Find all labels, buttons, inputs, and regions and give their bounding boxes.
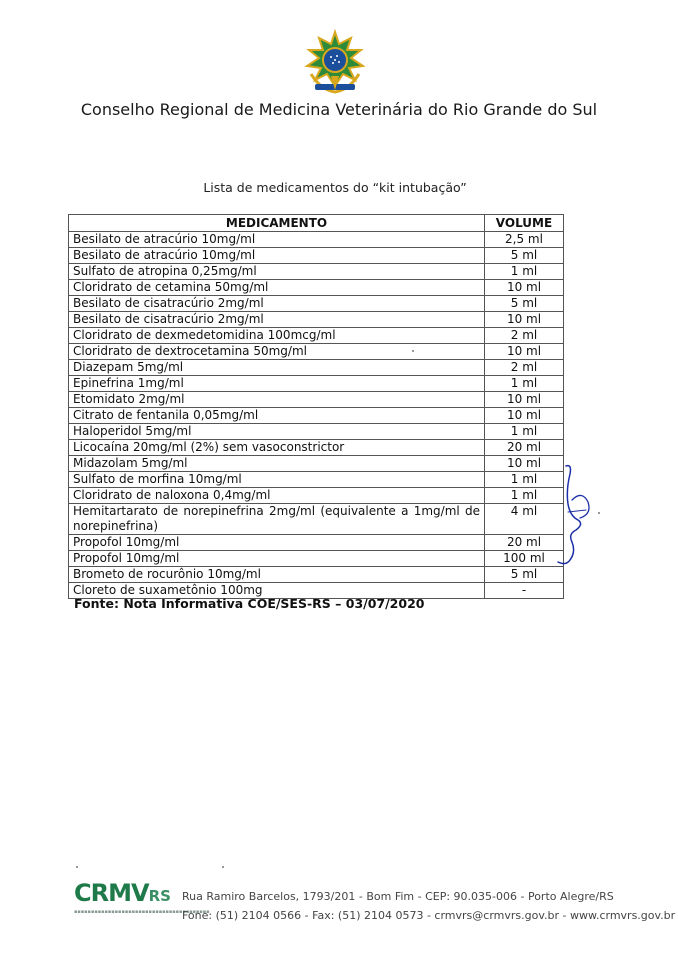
table-row <box>69 264 564 280</box>
handwritten-signature <box>548 460 598 570</box>
medication-name: Besilato de cisatracúrio 2mg/ml <box>69 312 485 328</box>
medication-name: Cloridrato de dexmedetomidina 100mcg/ml <box>69 328 485 344</box>
medication-name: Sulfato de morfina 10mg/ml <box>69 472 485 488</box>
medication-volume: 20 ml <box>485 535 564 551</box>
footer-contact <box>182 887 675 925</box>
medication-volume: - <box>485 583 564 599</box>
table-row <box>69 408 564 424</box>
medication-volume: 100 ml <box>485 551 564 567</box>
speck <box>76 866 78 868</box>
medication-volume: 2,5 ml <box>485 232 564 248</box>
table-row <box>69 424 564 440</box>
crmv-logo <box>74 879 210 920</box>
list-title: Lista de medicamentos do “kit intubação” <box>203 180 467 195</box>
table-row <box>69 535 564 551</box>
medication-name: Cloridrato de cetamina 50mg/ml <box>69 280 485 296</box>
coat-of-arms-icon <box>301 30 369 98</box>
medication-volume: 10 ml <box>485 280 564 296</box>
column-header-medication: MEDICAMENTO <box>69 215 485 232</box>
medication-volume: 1 ml <box>485 424 564 440</box>
table-row <box>69 392 564 408</box>
organization-name: Conselho Regional de Medicina Veterinária do Rio Grande do Sul <box>80 100 598 119</box>
medication-volume: 5 ml <box>485 567 564 583</box>
medication-name: Besilato de cisatracúrio 2mg/ml <box>69 296 485 312</box>
medication-table <box>68 214 564 599</box>
medication-name: Propofol 10mg/ml <box>69 535 485 551</box>
medication-volume: 1 ml <box>485 376 564 392</box>
table-header-row <box>69 215 564 232</box>
column-header-volume: VOLUME <box>485 215 564 232</box>
table-row <box>69 504 564 535</box>
table-row <box>69 488 564 504</box>
table-row <box>69 456 564 472</box>
medication-volume: 5 ml <box>485 296 564 312</box>
medication-name: Sulfato de atropina 0,25mg/ml <box>69 264 485 280</box>
medication-name: Licocaína 20mg/ml (2%) sem vasoconstrictor <box>69 440 485 456</box>
medication-name: Cloridrato de dextrocetamina 50mg/ml <box>69 344 485 360</box>
medication-name: Cloridrato de naloxona 0,4mg/ml <box>69 488 485 504</box>
medication-volume: 2 ml <box>485 360 564 376</box>
medication-volume: 2 ml <box>485 328 564 344</box>
medication-volume: 1 ml <box>485 472 564 488</box>
table-row <box>69 296 564 312</box>
table-row <box>69 232 564 248</box>
speck <box>412 350 414 352</box>
medication-volume: 20 ml <box>485 440 564 456</box>
medication-name: Brometo de rocurônio 10mg/ml <box>69 567 485 583</box>
medication-name: Epinefrina 1mg/ml <box>69 376 485 392</box>
medication-name: Besilato de atracúrio 10mg/ml <box>69 248 485 264</box>
logo-tagline-decoration: ▪▪▪▪▪▪▪▪▪▪▪▪▪▪▪▪▪▪▪▪▪▪▪▪▪▪▪▪▪▪▪▪▪▪▪▪▪▪▪▪ <box>74 909 210 915</box>
medication-volume: 10 ml <box>485 408 564 424</box>
table-row <box>69 376 564 392</box>
medication-name: Besilato de atracúrio 10mg/ml <box>69 232 485 248</box>
speck <box>222 866 224 868</box>
table-row <box>69 551 564 567</box>
medication-name: Citrato de fentanila 0,05mg/ml <box>69 408 485 424</box>
medication-name: Hemitartarato de norepinefrina 2mg/ml (equivalente a 1mg/ml de norepinefrina) <box>69 504 485 535</box>
table-row <box>69 472 564 488</box>
table-row <box>69 312 564 328</box>
logo-wordmark: CRMVRS <box>74 879 171 907</box>
medication-name: Diazepam 5mg/ml <box>69 360 485 376</box>
medication-volume: 10 ml <box>485 456 564 472</box>
medication-name: Midazolam 5mg/ml <box>69 456 485 472</box>
table-row <box>69 280 564 296</box>
medication-volume: 10 ml <box>485 392 564 408</box>
medication-name: Haloperidol 5mg/ml <box>69 424 485 440</box>
table-row <box>69 248 564 264</box>
medication-volume: 1 ml <box>485 264 564 280</box>
medication-name: Cloreto de suxametônio 100mg <box>69 583 485 599</box>
speck <box>598 512 600 514</box>
source-note: Fonte: Nota Informativa COE/SES-RS – 03/07/2020 <box>74 596 425 611</box>
medication-volume: 10 ml <box>485 344 564 360</box>
table-row <box>69 344 564 360</box>
table-row <box>69 567 564 583</box>
medication-volume: 5 ml <box>485 248 564 264</box>
medication-volume: 4 ml <box>485 504 564 535</box>
footer-address: Rua Ramiro Barcelos, 1793/201 - Bom Fim - CEP: 90.035-006 - Porto Alegre/RS <box>182 890 614 903</box>
footer-contacts: Fone: (51) 2104 0566 - Fax: (51) 2104 0573 - crmvrs@crmvrs.gov.br - www.crmvrs.gov.br <box>182 909 676 922</box>
medication-volume: 10 ml <box>485 312 564 328</box>
table-row <box>69 360 564 376</box>
medication-volume: 1 ml <box>485 488 564 504</box>
medication-name: Etomidato 2mg/ml <box>69 392 485 408</box>
medication-name: Propofol 10mg/ml <box>69 551 485 567</box>
table-row <box>69 328 564 344</box>
table-row <box>69 440 564 456</box>
